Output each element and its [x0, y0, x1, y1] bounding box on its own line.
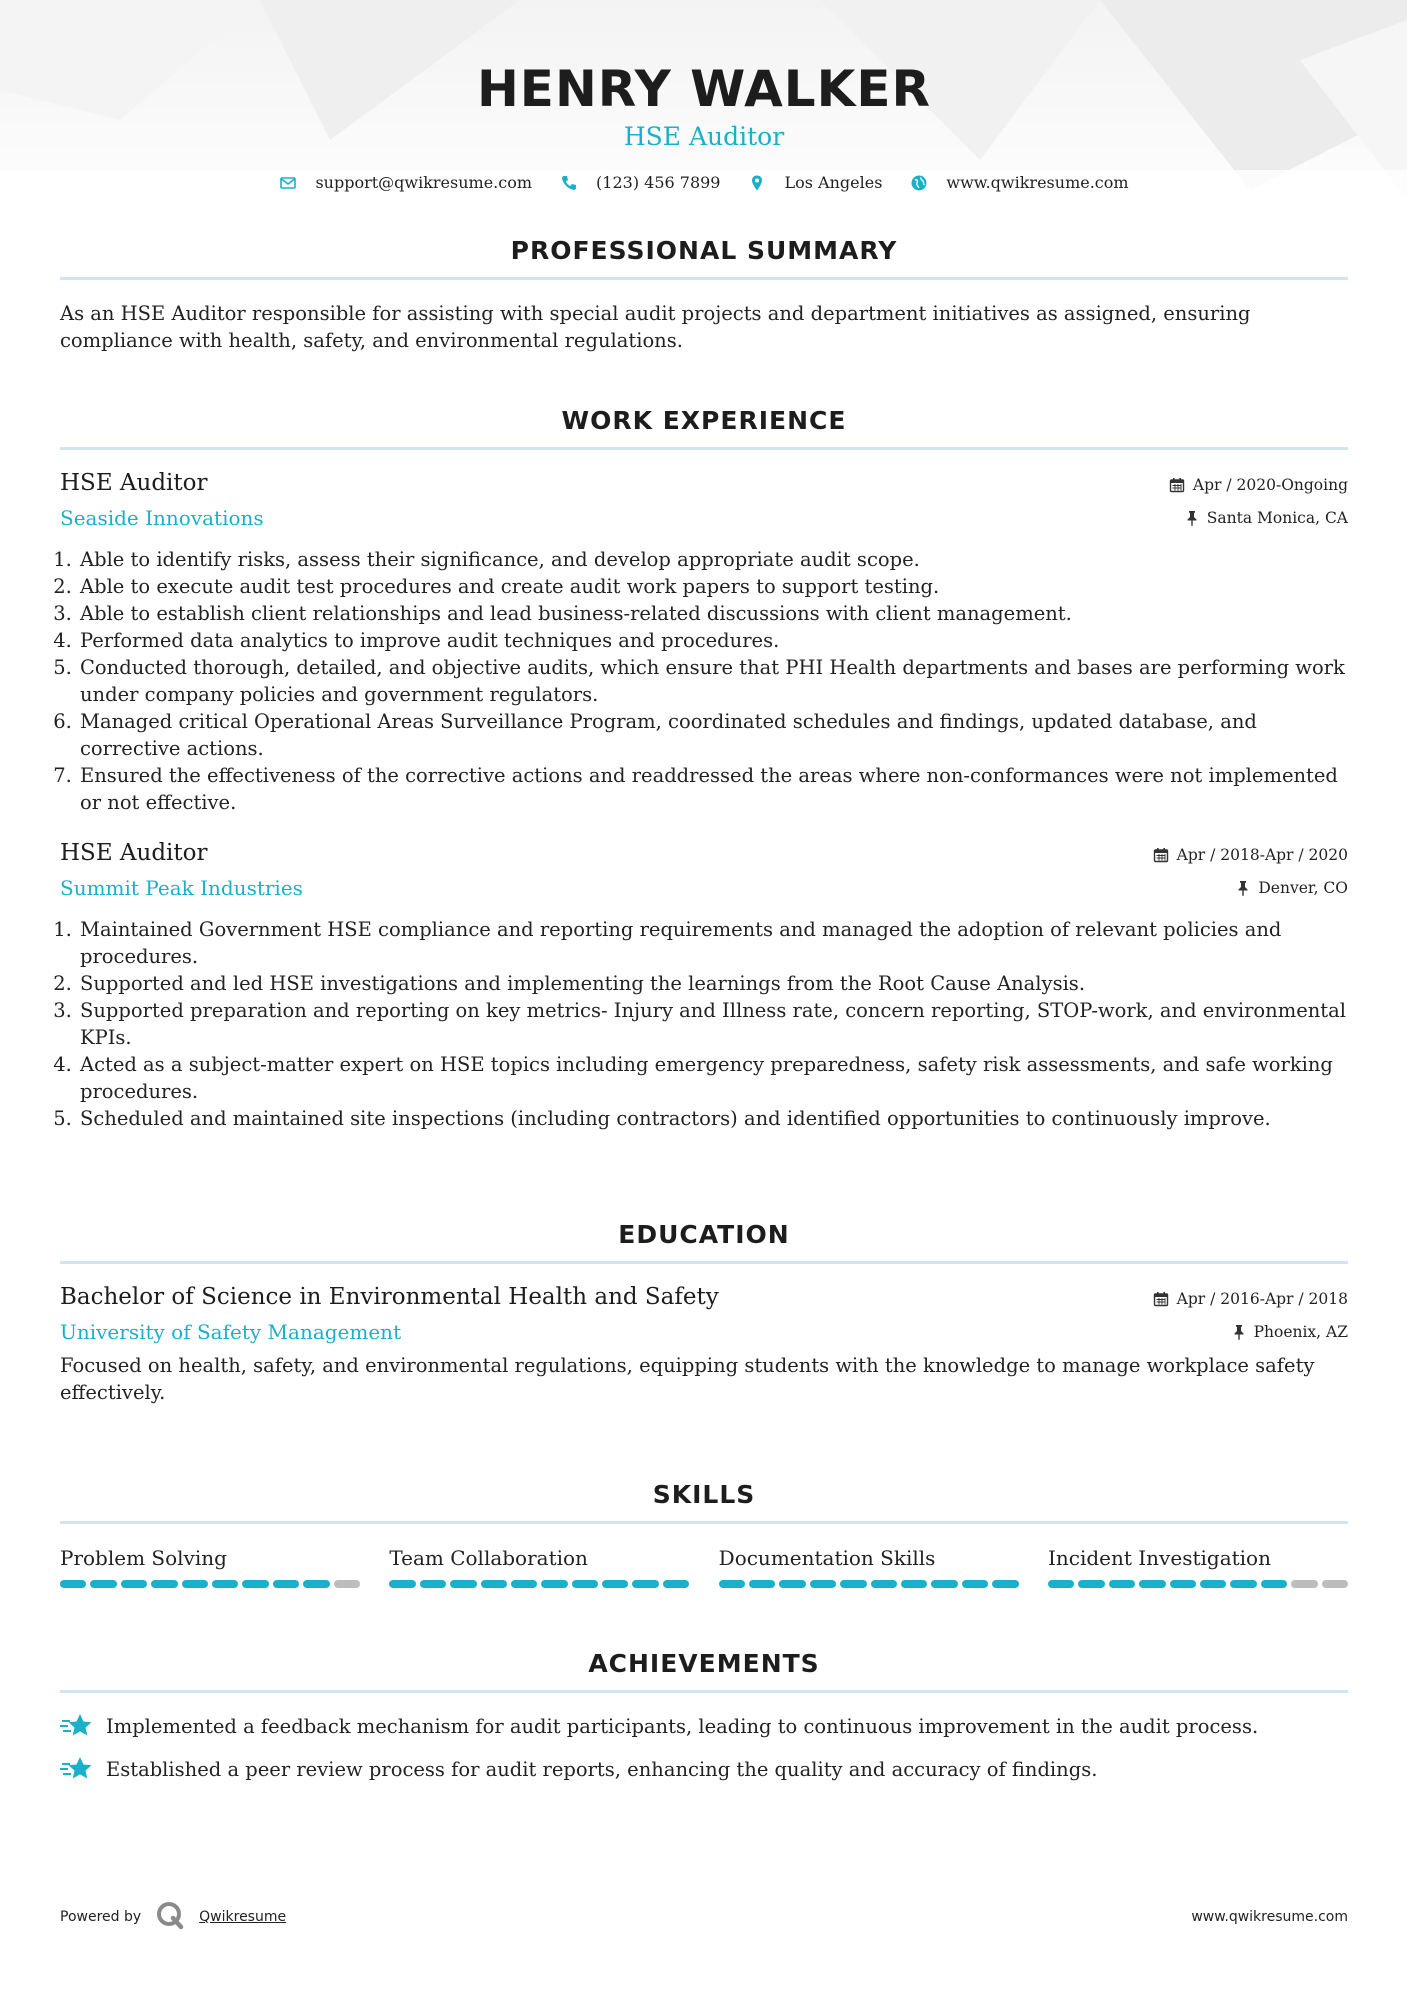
pushpin-icon: [1185, 510, 1199, 526]
list-item: 5. Conducted thorough, detailed, and objective audits, which ensure that PHI Health departments and bases are performing work under company policies and government regulators.: [78, 654, 1348, 708]
skill-dot-filled: [1170, 1580, 1196, 1588]
section-divider: [60, 1690, 1348, 1693]
skill-item: [60, 1546, 360, 1588]
skill-name: Team Collaboration: [389, 1546, 588, 1570]
phone-text: (123) 456 7899: [596, 173, 721, 192]
skill-dot-filled: [242, 1580, 268, 1588]
resume-page: [60, 0, 1348, 1925]
resume-header: [60, 0, 1348, 192]
skill-dot-filled: [901, 1580, 927, 1588]
skill-dot-filled: [303, 1580, 329, 1588]
section-title-achievements: ACHIEVEMENTS: [588, 1649, 820, 1678]
skill-dot-filled: [273, 1580, 299, 1588]
job-entry: [60, 840, 1348, 1132]
calendar-icon: [1169, 477, 1185, 493]
education-date: [1153, 1290, 1348, 1308]
phone-icon: [560, 174, 578, 192]
experience-section: [60, 406, 1348, 1132]
job-location: [1236, 879, 1348, 897]
education-location: [1232, 1323, 1348, 1341]
skill-dot-filled: [810, 1580, 836, 1588]
skill-dot-filled: [1139, 1580, 1165, 1588]
candidate-role: HSE Auditor: [623, 122, 785, 151]
job-entry: [60, 470, 1348, 816]
skill-dot-filled: [871, 1580, 897, 1588]
footer-website[interactable]: www.qwikresume.com: [1191, 1909, 1348, 1925]
achievement-item: [60, 1752, 1348, 1786]
job-responsibilities: [60, 916, 1348, 1132]
section-title-skills: SKILLS: [652, 1480, 756, 1509]
job-date: [1153, 846, 1348, 864]
job-company: Seaside Innovations: [60, 506, 264, 530]
skill-dot-filled: [1109, 1580, 1135, 1588]
pushpin-icon: [1236, 880, 1250, 896]
job-location-text: Santa Monica, CA: [1206, 509, 1348, 527]
contact-bar: [60, 173, 1348, 192]
job-date-text: Apr / 2018-Apr / 2020: [1176, 846, 1348, 864]
skill-name: Incident Investigation: [1047, 1546, 1271, 1570]
skill-level-bar: [60, 1580, 360, 1588]
school-name: University of Safety Management: [60, 1320, 402, 1344]
location-text: Los Angeles: [784, 173, 883, 192]
calendar-icon: [1153, 847, 1169, 863]
section-divider: [60, 1261, 1348, 1264]
skill-dot-filled: [602, 1580, 628, 1588]
list-item: 3. Supported preparation and reporting on key metrics- Injury and Illness rate, concern reporting, STOP-work, and environmental KPIs.: [78, 997, 1348, 1051]
skill-dot-empty: [334, 1580, 360, 1588]
achievement-text: Implemented a feedback mechanism for audit participants, leading to continuous improvement in the audit process.: [106, 1714, 1259, 1738]
skill-dot-filled: [389, 1580, 415, 1588]
achievements-section: [60, 1649, 1348, 1786]
list-item: 4. Acted as a subject-matter expert on HSE topics including emergency preparedness, safety risk assessments, and safe working procedures.: [78, 1051, 1348, 1105]
job-date: [1169, 476, 1348, 494]
contact-email[interactable]: [279, 173, 532, 192]
skill-dot-filled: [541, 1580, 567, 1588]
list-item: 3. Able to establish client relationships and lead business-related discussions with client management.: [78, 600, 1348, 627]
list-item: 4. Performed data analytics to improve audit techniques and procedures.: [78, 627, 1348, 654]
skill-dot-filled: [931, 1580, 957, 1588]
list-item: 5. Scheduled and maintained site inspections (including contractors) and identified opportunities to continuously improve.: [78, 1105, 1348, 1132]
section-title-education: EDUCATION: [618, 1220, 790, 1249]
list-item: 2. Supported and led HSE investigations and implementing the learnings from the Root Cause Analysis.: [78, 970, 1348, 997]
map-pin-icon: [748, 174, 766, 192]
skill-dot-filled: [121, 1580, 147, 1588]
degree-title: Bachelor of Science in Environmental Health and Safety: [60, 1284, 719, 1310]
section-divider: [60, 1521, 1348, 1524]
skill-level-bar: [719, 1580, 1019, 1588]
job-company: Summit Peak Industries: [60, 876, 303, 900]
calendar-icon: [1153, 1291, 1169, 1307]
skill-dot-filled: [663, 1580, 689, 1588]
skill-dot-filled: [151, 1580, 177, 1588]
summary-text: As an HSE Auditor responsible for assisting with special audit projects and department initiatives as assigned, ensuring compliance with health, safety, and environmental regulations.: [60, 302, 1251, 352]
education-section: [60, 1220, 1348, 1406]
achievement-item: [60, 1709, 1348, 1743]
section-title-experience: WORK EXPERIENCE: [561, 406, 847, 435]
list-item: 1. Able to identify risks, assess their significance, and develop appropriate audit scope.: [78, 546, 1348, 573]
skill-dot-filled: [779, 1580, 805, 1588]
skill-dot-filled: [511, 1580, 537, 1588]
section-divider: [60, 277, 1348, 280]
skill-dot-filled: [749, 1580, 775, 1588]
job-date-text: Apr / 2020-Ongoing: [1192, 476, 1348, 494]
skill-dot-empty: [1322, 1580, 1348, 1588]
education-entry: [60, 1284, 1348, 1406]
skill-dot-filled: [719, 1580, 745, 1588]
contact-phone[interactable]: [560, 173, 720, 192]
education-description: Focused on health, safety, and environmental regulations, equipping students with the knowledge to manage workplace safety effectively.: [60, 1354, 1315, 1404]
list-item: 1. Maintained Government HSE compliance and reporting requirements and managed the adoption of relevant policies and procedures.: [78, 916, 1348, 970]
skill-dot-filled: [1200, 1580, 1226, 1588]
job-title: HSE Auditor: [60, 470, 208, 496]
skill-item: [719, 1546, 1019, 1588]
skill-name: Documentation Skills: [718, 1546, 936, 1570]
page-footer: [60, 1900, 1348, 1934]
education-location-text: Phoenix, AZ: [1253, 1323, 1348, 1341]
globe-icon: [910, 174, 928, 192]
skill-dot-filled: [90, 1580, 116, 1588]
skill-level-bar: [389, 1580, 689, 1588]
skill-dot-filled: [420, 1580, 446, 1588]
skills-grid: [60, 1546, 1348, 1588]
candidate-name: HENRY WALKER: [476, 60, 932, 118]
skill-item: [1048, 1546, 1348, 1588]
pushpin-icon: [1232, 1324, 1246, 1340]
job-location: [1185, 509, 1348, 527]
list-item: 7. Ensured the effectiveness of the corrective actions and readdressed the areas where non-conformances were not implemented or not effective.: [78, 762, 1348, 816]
brand-link[interactable]: Qwikresume: [199, 1909, 287, 1925]
skill-dot-empty: [1291, 1580, 1317, 1588]
contact-website[interactable]: [910, 173, 1128, 192]
contact-location: [748, 173, 882, 192]
job-location-text: Denver, CO: [1258, 879, 1348, 897]
education-date-text: Apr / 2016-Apr / 2018: [1176, 1290, 1348, 1308]
powered-by: [60, 1900, 286, 1934]
job-responsibilities: [60, 546, 1348, 816]
skills-section: [60, 1480, 1348, 1588]
skill-item: [389, 1546, 689, 1588]
skill-dot-filled: [572, 1580, 598, 1588]
skill-dot-filled: [992, 1580, 1018, 1588]
section-divider: [60, 447, 1348, 450]
skill-dot-filled: [182, 1580, 208, 1588]
skill-dot-filled: [1230, 1580, 1256, 1588]
list-item: 6. Managed critical Operational Areas Surveillance Program, coordinated schedules and findings, updated database, and corrective actions.: [78, 708, 1348, 762]
skill-dot-filled: [840, 1580, 866, 1588]
star-icon: [60, 1755, 94, 1783]
skill-dot-filled: [632, 1580, 658, 1588]
skill-dot-filled: [212, 1580, 238, 1588]
qwikresume-logo-icon: [155, 1900, 185, 1934]
envelope-icon: [279, 174, 297, 192]
skill-dot-filled: [450, 1580, 476, 1588]
skill-name: Problem Solving: [60, 1546, 227, 1570]
list-item: 2. Able to execute audit test procedures and create audit work papers to support testing.: [78, 573, 1348, 600]
job-title: HSE Auditor: [60, 840, 208, 866]
email-text: support@qwikresume.com: [315, 173, 533, 192]
achievement-text: Established a peer review process for audit reports, enhancing the quality and accuracy of findings.: [106, 1757, 1098, 1781]
skill-dot-filled: [962, 1580, 988, 1588]
star-icon: [60, 1712, 94, 1740]
skill-dot-filled: [481, 1580, 507, 1588]
skill-level-bar: [1048, 1580, 1348, 1588]
skill-dot-filled: [1261, 1580, 1287, 1588]
summary-section: [60, 236, 1348, 354]
powered-by-label: Powered by: [60, 1909, 142, 1925]
section-title-summary: PROFESSIONAL SUMMARY: [510, 236, 898, 265]
skill-dot-filled: [60, 1580, 86, 1588]
website-text: www.qwikresume.com: [946, 173, 1129, 192]
skill-dot-filled: [1048, 1580, 1074, 1588]
skill-dot-filled: [1078, 1580, 1104, 1588]
